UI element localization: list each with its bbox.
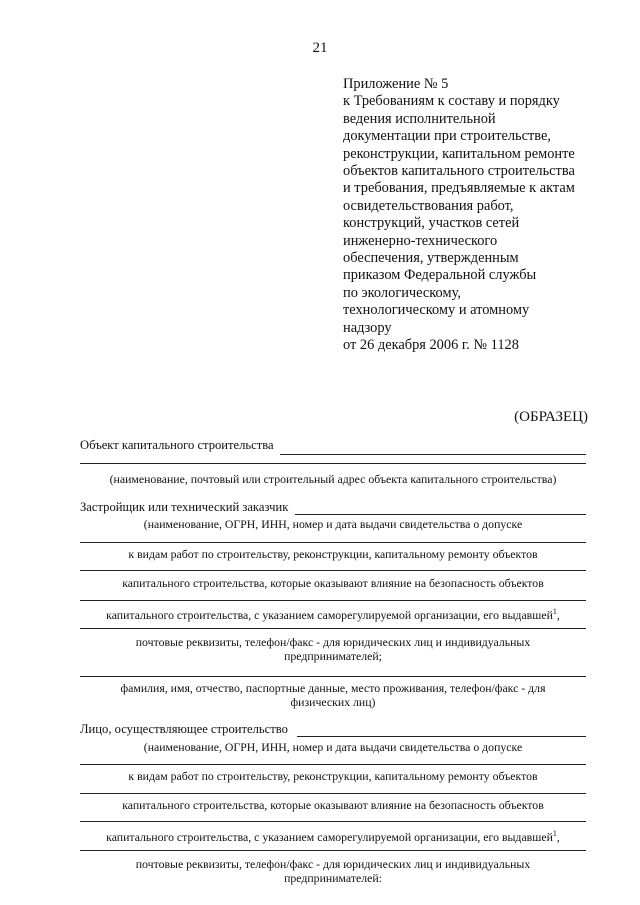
- builder-caption: почтовые реквизиты, телефон/факс - для юридических лиц и индивидуальных: [135, 857, 531, 871]
- sample-label: (ОБРАЗЕЦ): [514, 409, 588, 425]
- appendix-line: и требования, предъявляемые к актам: [343, 180, 575, 197]
- builder-caption: к видам работ по строительству, реконструкции, капитальному ремонту объектов: [128, 769, 538, 783]
- developer-caption: капитального строительства, с указанием саморегулируемой организации, его выдавшей$^1$,: [106, 607, 560, 622]
- developer-caption: физических лиц): [290, 695, 376, 709]
- appendix-line: инженерно-технического: [343, 232, 498, 249]
- developer-caption: фамилия, имя, отчество, паспортные данные, место проживания, телефон/факс - для: [120, 681, 546, 695]
- developer-fill-line[interactable]: [80, 676, 586, 677]
- builder-label: Лицо, осуществляющее строительство: [80, 722, 288, 736]
- object-fill-line[interactable]: [280, 454, 586, 455]
- developer-caption: предпринимателей;: [284, 649, 382, 663]
- builder-caption: предпринимателей:: [284, 871, 382, 885]
- developer-label: Застройщик или технический заказчик: [80, 500, 289, 514]
- object-fill-line-2[interactable]: [80, 463, 586, 464]
- developer-caption: капитального строительства, которые оказывают влияние на безопасность объектов: [122, 576, 544, 590]
- appendix-reference-block: [343, 76, 623, 355]
- builder-fill-line[interactable]: [297, 736, 586, 737]
- developer-caption: (наименование, ОГРН, ИНН, номер и дата выдачи свидетельства о допуске: [143, 517, 523, 531]
- appendix-date-line: от 26 декабря 2006 г. № 1128: [343, 337, 519, 354]
- developer-caption: к видам работ по строительству, реконструкции, капитальному ремонту объектов: [128, 547, 538, 561]
- builder-fill-line[interactable]: [80, 850, 586, 851]
- appendix-title: Приложение № 5: [343, 76, 449, 92]
- appendix-line: реконструкции, капитальном ремонте: [343, 145, 575, 162]
- developer-caption: почтовые реквизиты, телефон/факс - для юридических лиц и индивидуальных: [135, 635, 531, 649]
- developer-fill-line[interactable]: [80, 570, 586, 571]
- footnote-mark: 1: [552, 607, 557, 616]
- appendix-line: конструкций, участков сетей: [343, 215, 520, 232]
- builder-caption: капитального строительства, с указанием саморегулируемой организации, его выдавшей$^1$,: [106, 829, 560, 844]
- page-number: 21: [312, 40, 328, 56]
- object-caption: (наименование, почтовый или строительный адрес объекта капитального строительства): [109, 472, 557, 486]
- object-label: Объект капитального строительства: [80, 438, 274, 452]
- appendix-line: по экологическому,: [343, 284, 461, 301]
- appendix-line: к Требованиям к составу и порядку: [343, 93, 560, 110]
- builder-caption: (наименование, ОГРН, ИНН, номер и дата выдачи свидетельства о допуске: [143, 740, 523, 754]
- appendix-line: надзору: [343, 319, 392, 336]
- developer-fill-line[interactable]: [80, 600, 586, 601]
- appendix-line: ведения исполнительной: [343, 110, 496, 127]
- appendix-line: обеспечения, утвержденным: [343, 250, 519, 267]
- appendix-line: освидетельствования работ,: [343, 197, 514, 214]
- developer-fill-line[interactable]: [295, 514, 586, 515]
- footnote-mark: 1: [552, 829, 557, 838]
- developer-fill-line[interactable]: [80, 542, 586, 543]
- builder-fill-line[interactable]: [80, 821, 586, 822]
- builder-fill-line[interactable]: [80, 764, 586, 765]
- builder-caption: капитального строительства, которые оказывают влияние на безопасность объектов: [122, 798, 544, 812]
- appendix-line: технологическому и атомному: [343, 302, 530, 319]
- appendix-line: документации при строительстве,: [343, 128, 551, 145]
- appendix-line: приказом Федеральной службы: [343, 267, 537, 284]
- developer-fill-line[interactable]: [80, 628, 586, 629]
- builder-fill-line[interactable]: [80, 793, 586, 794]
- appendix-line: объектов капитального строительства: [343, 163, 575, 180]
